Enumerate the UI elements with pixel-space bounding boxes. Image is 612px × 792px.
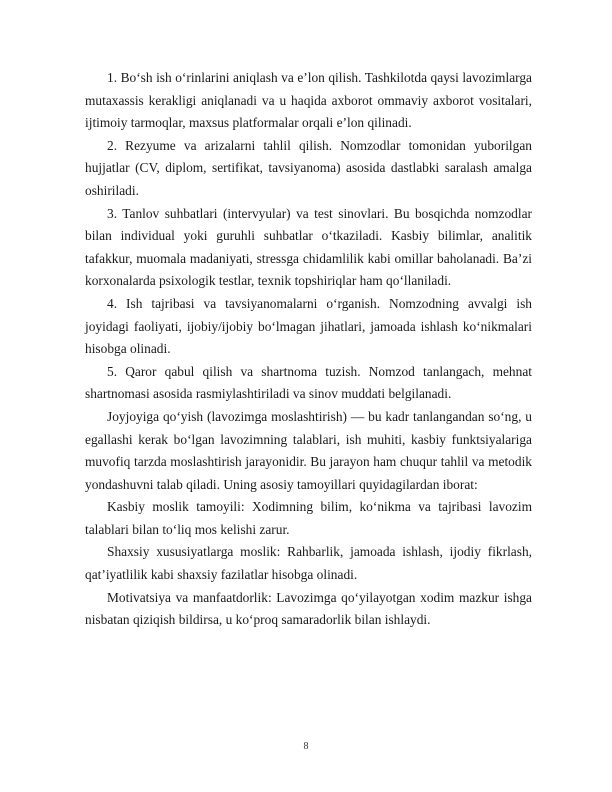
paragraph-interview: 3. Tanlov suhbatlari (intervyular) va test sinovlari. Bu bosqichda nomzodlar bilan individual yoki guruhli suhbatlar o‘tkaziladi. Kasbiy bilimlar, analitik tafakkur, muomala madaniyati, stressga chidamlilik kabi omillar baholanadi. Ba’zi korxonalarda psixologik testlar, texnik topshiriqlar ham qo‘llaniladi.: [85, 205, 532, 289]
document-body: [85, 67, 532, 632]
paragraph-decision: 5. Qaror qabul qilish va shartnoma tuzish. Nomzod tanlangach, mehnat shartnomasi asosida rasmiylashtiriladi va sinov muddati belgilanadi.: [85, 363, 532, 402]
paragraph-motivation: Motivatsiya va manfaatdorlik: Lavozimga qo‘yilayotgan xodim mazkur ishga nisbatan qiziqish bildirsa, u ko‘proq samaradorlik bilan ishlaydi.: [85, 589, 532, 628]
paragraph-professional-fit: Kasbiy moslik tamoyili: Xodimning bilim, ko‘nikma va tajribasi lavozim talablari bilan to‘liq mos kelishi zarur.: [85, 499, 532, 537]
paragraph-placement: Joyjoyiga qo‘yish (lavozimga moslashtirish) — bu kadr tanlangandan so‘ng, u egallashi kerak bo‘lgan lavozimning talablari, ish muhiti, kasbiy funktsiyalariga muvofiq tarzda moslashtirish jarayonidir. Bu jarayon ham chuqur tahlil va metodik yondashuvni talab qiladi. Uning asosiy tamoyillari quyidagilardan iborat:: [85, 408, 532, 492]
paragraph-resume: 2. Rezyume va arizalarni tahlil qilish. Nomzodlar tomonidan yuborilgan hujjatlar (CV, diplom, sertifikat, tavsiyanoma) asosida dastlabki saralash amalga oshiriladi.: [85, 137, 532, 198]
paragraph-vacancy: 1. Bo‘sh ish o‘rinlarini aniqlash va e’lon qilish. Tashkilotda qaysi lavozimlarga mutaxassis kerakligi aniqlanadi va u haqida axborot ommaviy axborot vositalari, ijtimoiy tarmoqlar, maxsus platformalar orqali e’lon qilinadi.: [85, 70, 532, 131]
paragraph-personal-fit: Shaxsiy xususiyatlarga moslik: Rahbarlik, jamoada ishlash, ijodiy fikrlash, qat’iyatlilik kabi shaxsiy fazilatlar hisobga olinadi.: [85, 544, 532, 583]
paragraph-experience: 4. Ish tajribasi va tavsiyanomalarni o‘rganish. Nomzodning avvalgi ish joyidagi faoliyati, ijobiy/ijobiy bo‘lmagan jihatlari, jamoada ishlash ko‘nikmalari hisobga olinadi.: [85, 295, 532, 357]
page-number: 8: [303, 741, 309, 752]
